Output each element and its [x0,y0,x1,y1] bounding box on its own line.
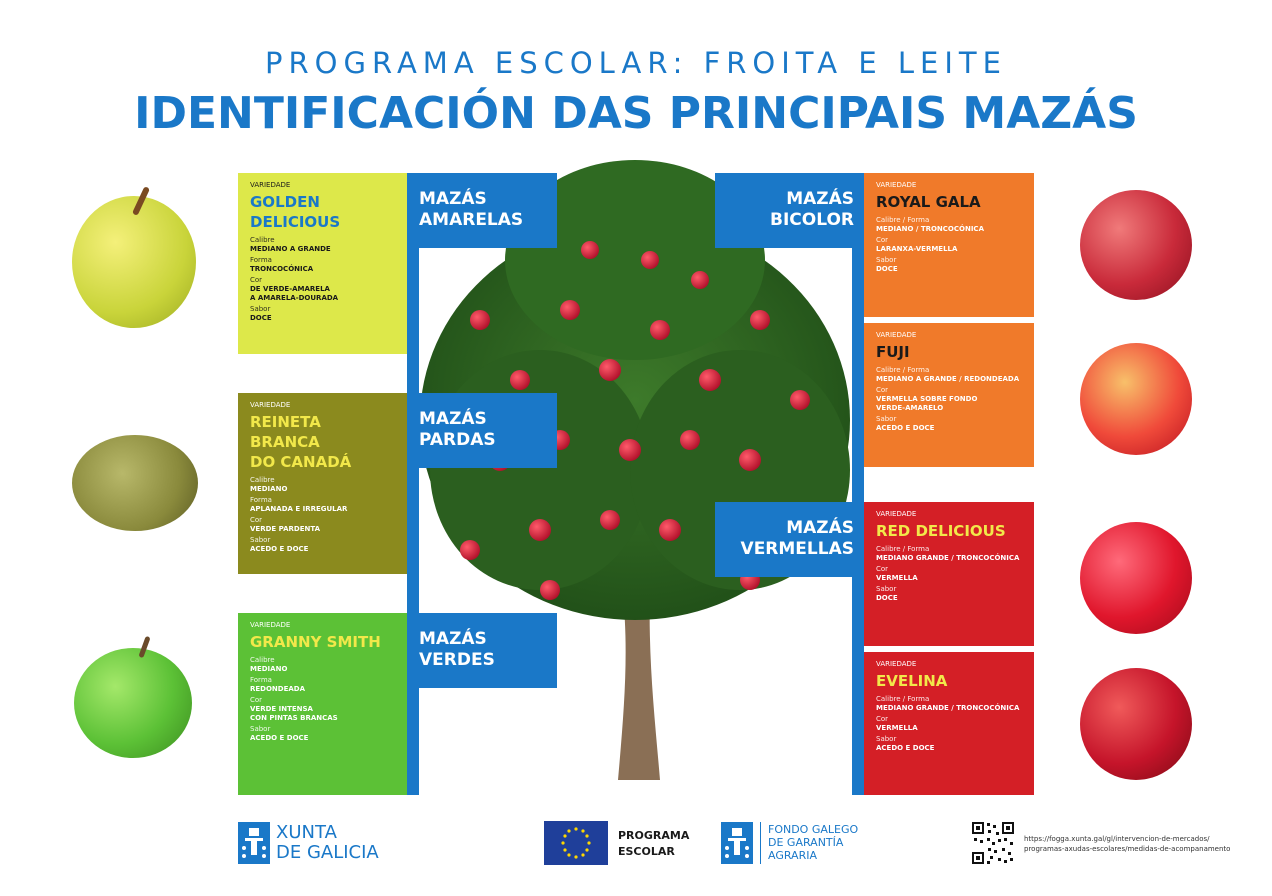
xunta-logo-icon [238,822,270,864]
programa-line1: PROGRAMA [618,829,690,842]
prop-label: Calibre / Forma [876,545,930,553]
variety-name: RED DELICIOUS [876,522,1006,540]
variety-name: EVELINA [876,672,948,690]
left-divider-bar [407,173,419,795]
variety-card-evelina [864,652,1034,795]
prop-value: VERDE INTENSA CON PINTAS BRANCAS [250,705,338,722]
prop-label: Cor [250,696,263,704]
prop-label: Sabor [876,415,897,423]
xunta-line2: DE GALICIA [276,842,379,863]
fogga-line2: DE GARANTÍA [768,836,844,849]
variety-label: VARIEDADE [250,621,291,629]
variety-name: ROYAL GALA [876,193,981,211]
xunta-line1: XUNTA [276,822,337,843]
prop-label: Sabor [250,536,271,544]
variety-card-reineta [238,393,407,574]
prop-label: Sabor [250,725,271,733]
prop-value: ACEDO E DOCE [250,545,309,553]
variety-name: GOLDEN DELICIOUS [250,193,341,231]
fogga-logo-text [768,823,858,862]
variety-label: VARIEDADE [876,181,917,189]
group-label-bicolor: MAZÁS BICOLOR [715,173,864,248]
prop-value: VERMELLA [876,574,918,582]
prop-value: MEDIANO A GRANDE / REDONDEADA [876,375,1020,383]
variety-card-golden-delicious [238,173,407,354]
red-delicious-apple-image [1080,522,1192,634]
variety-label: VARIEDADE [876,331,917,339]
golden-apple-image [72,196,196,328]
prop-value: DOCE [876,594,898,602]
prop-label: Sabor [876,735,897,743]
prop-value: VERMELLA [876,724,918,732]
variety-name: REINETA BRANCA DO CANADÁ [250,413,352,471]
variety-label: VARIEDADE [876,660,917,668]
prop-label: Cor [876,565,889,573]
variety-label: VARIEDADE [250,401,291,409]
prop-value: DE VERDE-AMARELA A AMARELA-DOURADA [250,285,339,302]
variety-card-red-delicious [864,502,1034,646]
prop-value: LARANXA-VERMELLA [876,245,958,253]
reineta-apple-image [72,435,198,531]
page-title: IDENTIFICACIÓN DAS PRINCIPAIS MAZÁS [134,88,1138,139]
eu-flag-icon [544,821,608,865]
prop-label: Calibre [250,656,275,664]
variety-name: GRANNY SMITH [250,633,381,651]
prop-value: ACEDO E DOCE [876,424,935,432]
prop-label: Sabor [876,585,897,593]
url-line2: programas-axudas-escolares/medidas-de-acompanamento [1024,845,1231,853]
prop-value: MEDIANO GRANDE / TRONCOCÓNICA [876,704,1020,712]
prop-label: Calibre [250,476,275,484]
prop-label: Forma [250,676,272,684]
prop-label: Calibre [250,236,275,244]
prop-label: Sabor [876,256,897,264]
fogga-logo-icon [721,822,753,864]
group-label-vermellas: MAZÁS VERMELLAS [715,502,864,577]
prop-label: Forma [250,256,272,264]
fogga-line1: FONDO GALEGO [768,823,859,836]
prop-value: VERDE PARDENTA [250,525,321,533]
prop-label: Cor [250,516,263,524]
prop-value: DOCE [250,314,272,322]
page-subtitle: PROGRAMA ESCOLAR: FROITA E LEITE [265,46,1007,80]
variety-card-granny-smith [238,613,407,795]
prop-value: ACEDO E DOCE [876,744,935,752]
prop-value: REDONDEADA [250,685,306,693]
xunta-logo-text [276,823,379,863]
prop-label: Calibre / Forma [876,216,930,224]
fuji-apple-image [1080,343,1192,455]
prop-label: Calibre / Forma [876,366,930,374]
prop-label: Cor [876,715,889,723]
prop-label: Cor [250,276,263,284]
prop-value: MEDIANO A GRANDE [250,245,331,253]
url-line1: https://fogga.xunta.gal/gl/intervencion-de-mercados/ [1024,835,1210,843]
prop-value: MEDIANO GRANDE / TRONCOCÓNICA [876,554,1020,562]
group-label-verdes: MAZÁS VERDES [407,613,557,688]
fogga-url[interactable] [1024,834,1230,854]
programa-escolar-logo-text [618,828,689,860]
evelina-apple-image [1080,668,1192,780]
prop-value: MEDIANO [250,665,288,673]
prop-label: Cor [876,386,889,394]
prop-value: DOCE [876,265,898,273]
variety-label: VARIEDADE [250,181,291,189]
prop-label: Cor [876,236,889,244]
prop-value: ACEDO E DOCE [250,734,309,742]
fogga-line3: AGRARIA [768,849,817,862]
fogga-divider [760,822,761,864]
prop-label: Calibre / Forma [876,695,930,703]
right-divider-bar [852,173,864,795]
royal-gala-apple-image [1080,190,1192,300]
group-label-pardas: MAZÁS PARDAS [407,393,557,468]
prop-value: VERMELLA SOBRE FONDO VERDE-AMARELO [876,395,978,412]
prop-label: Sabor [250,305,271,313]
prop-value: APLANADA E IRREGULAR [250,505,348,513]
prop-value: MEDIANO / TRONCOCÓNICA [876,225,984,233]
prop-label: Forma [250,496,272,504]
variety-card-royal-gala [864,173,1034,317]
variety-name: FUJI [876,343,910,361]
qr-code-icon[interactable] [970,820,1016,866]
prop-value: MEDIANO [250,485,288,493]
prop-value: TRONCOCÓNICA [250,265,314,273]
group-label-amarelas: MAZÁS AMARELAS [407,173,557,248]
programa-line2: ESCOLAR [618,845,675,858]
variety-label: VARIEDADE [876,510,917,518]
variety-card-fuji [864,323,1034,467]
granny-apple-image [74,648,192,758]
